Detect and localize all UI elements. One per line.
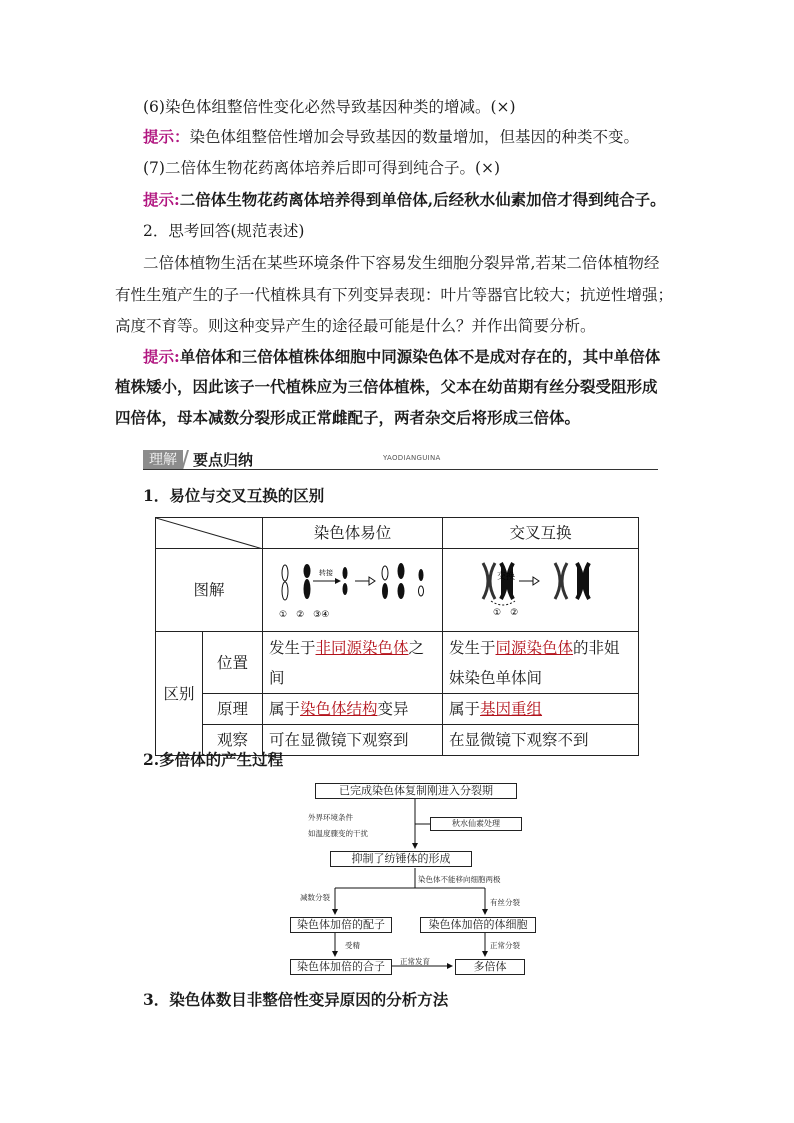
pos2-prefix: 发生于 <box>449 638 496 657</box>
flow-box-gamete: 染色体加倍的配子 <box>290 917 392 933</box>
flow-box-polyploid: 多倍体 <box>455 959 525 975</box>
banner-title: 要点归纳 <box>193 451 254 469</box>
hint-text: 二倍体生物花药离体培养得到单倍体,后经秋水仙素加倍才得到纯合子。 <box>179 190 666 209</box>
flow-box-colchicine: 秋水仙素处理 <box>430 817 522 831</box>
hint-text: 染色体组整倍性增加会导致基因的数量增加，但基因的种类不变。 <box>189 128 640 146</box>
prin1-prefix: 属于 <box>269 700 301 718</box>
answer-text: 单倍体和三倍体植株体细胞中同源染色体不是成对存在的，其中单倍体 <box>179 347 661 366</box>
polyploid-flowchart <box>280 780 540 980</box>
section-2-heading: 2．思考回答(规范表述) <box>143 222 305 240</box>
header-translocation: 染色体易位 <box>263 518 443 549</box>
flow-box-somatic: 染色体加倍的体细胞 <box>420 917 536 933</box>
answer-line-2: 植株矮小，因此该子一代植株应为三倍体植株，父本在幼苗期有丝分裂受阻形成 <box>115 377 658 396</box>
pos2-keyword: 同源染色体 <box>495 638 574 657</box>
row-group-label: 区别 <box>156 632 203 756</box>
header-crossover: 交叉互换 <box>443 518 639 549</box>
question-line-2: 有性生殖产生的子一代植株具有下列变异表现：叶片等器官比较大；抗逆性增强； <box>115 286 674 304</box>
flow-label-env2: 如温度骤变的干扰 <box>308 829 368 838</box>
pos1-keyword: 非同源染色体 <box>315 638 409 657</box>
row-label-observation: 观察 <box>203 725 263 756</box>
prin2-keyword: 基因重组 <box>480 700 543 718</box>
diag1-label: 转接 <box>319 569 333 577</box>
question-line-3: 高度不育等。则这种变异产生的途径最可能是什么？并作出简要分析。 <box>115 317 596 335</box>
row-label-principle: 原理 <box>203 694 263 725</box>
flow-label-meiosis: 减数分裂 <box>300 893 330 902</box>
position-crossover <box>443 632 639 694</box>
answer-line-1 <box>143 347 660 367</box>
observation-crossover: 在显微镜下观察不到 <box>443 725 639 756</box>
flow-label-normal-division: 正常分裂 <box>490 941 520 950</box>
flow-label-env1: 外界环境条件 <box>308 813 353 822</box>
row-label-position: 位置 <box>203 632 263 694</box>
diag1-numbers: ① ② ③④ <box>279 610 330 620</box>
translocation-illustration <box>263 549 443 623</box>
banner-tag: 理解 <box>143 450 183 470</box>
question-line-1: 二倍体植物生活在某些环境条件下容易发生细胞分裂异常,若某二倍体植物经 <box>143 254 660 272</box>
flow-box-start: 已完成染色体复制刚进入分裂期 <box>315 783 517 799</box>
subsection-1-heading: 1．易位与交叉互换的区别 <box>143 486 325 505</box>
principle-translocation <box>263 694 443 725</box>
banner-rule <box>143 469 658 470</box>
translocation-diagram <box>263 549 443 632</box>
flow-label-fertilize: 受精 <box>345 941 360 950</box>
pos2-suffix: 的非姐 <box>573 638 620 657</box>
diag2-numbers: ① ② <box>493 608 519 618</box>
crossover-diagram <box>443 549 639 632</box>
principle-crossover <box>443 694 639 725</box>
answer-label: 提示: <box>143 347 180 366</box>
prin1-keyword: 染色体结构 <box>300 700 378 718</box>
crossover-illustration <box>443 549 639 623</box>
flow-box-spindle: 抑制了纺锤体的形成 <box>330 851 472 867</box>
table-corner-cell <box>156 518 263 549</box>
diag2-label: 交换 <box>497 572 516 582</box>
banner-subtitle: YAODIANGUINA <box>383 454 441 462</box>
hint-6 <box>143 127 639 147</box>
pos1-prefix: 发生于 <box>269 638 316 657</box>
subsection-2-heading: 2.多倍体的产生过程 <box>143 750 284 769</box>
observation-translocation: 可在显微镜下观察到 <box>263 725 443 756</box>
hint-label: 提示: <box>143 190 180 209</box>
hint-7 <box>143 190 666 210</box>
pos1-suffix: 之 <box>408 638 425 657</box>
pos1-cont: 间 <box>269 668 285 687</box>
section-banner <box>143 450 658 470</box>
diagonal-line <box>156 518 263 549</box>
flow-box-zygote: 染色体加倍的合子 <box>290 959 392 975</box>
q7-text: (7)二倍体生物花药离体培养后即可得到纯合子。(×) <box>143 159 501 177</box>
pos2-cont: 妹染色单体间 <box>449 668 543 687</box>
hint-label: 提示： <box>143 127 190 146</box>
q6-text: (6)染色体组整倍性变化必然导致基因种类的增减。(×) <box>143 98 516 116</box>
subsection-3-heading: 3．染色体数目非整倍性变异原因的分析方法 <box>143 990 449 1009</box>
banner-slash-icon <box>181 450 189 470</box>
comparison-table <box>155 517 639 756</box>
position-translocation <box>263 632 443 694</box>
prin1-suffix: 变异 <box>377 700 409 718</box>
prin2-prefix: 属于 <box>449 700 481 718</box>
flow-label-development: 正常发育 <box>400 957 430 966</box>
answer-line-3: 四倍体，母本减数分裂形成正常雌配子，两者杂交后将形成三倍体。 <box>115 408 581 427</box>
row-label-diagram: 图解 <box>156 549 263 632</box>
flow-label-mitosis: 有丝分裂 <box>490 898 520 907</box>
flow-label-poles: 染色体不能移向细胞两极 <box>418 875 501 884</box>
